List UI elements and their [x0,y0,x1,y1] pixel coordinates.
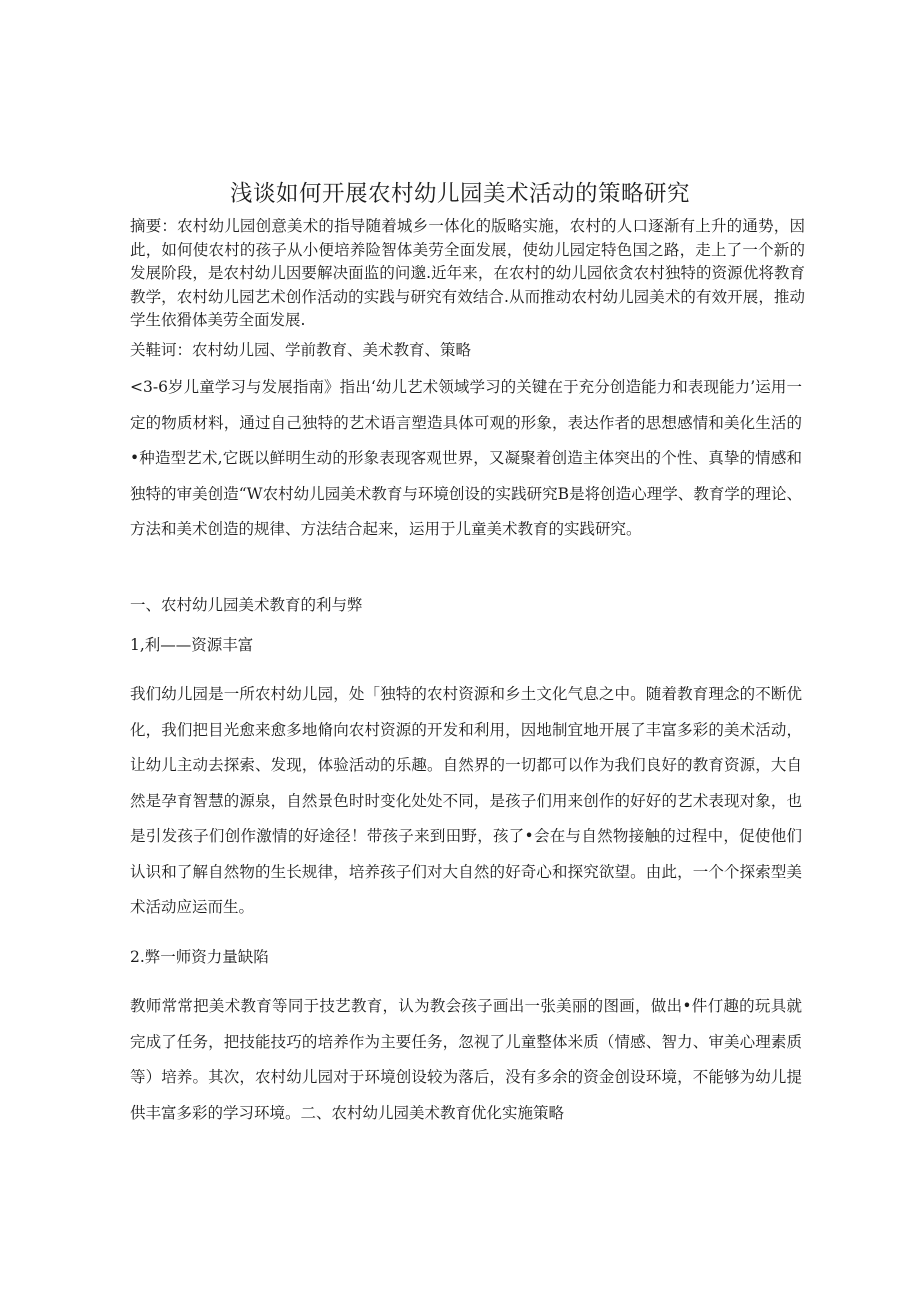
subsection-heading-1: 1,利——资源丰富 [130,636,254,654]
intro-paragraph: <3-6岁儿童学习与发展指南》指出‘幼儿艺术领域学习的关键在于充分创造能力和表现能力’运用一定的物质材料，通过自己独特的艺术语言塑造具体可观的形象，表达作者的思想感情和美化生活的•种造型艺术,它既以鲜明生动的形象表现客观世界，又凝聚着创造主体突出的个性、真挚的情感和独特的审美创造“W农村幼儿园美术教育与环境创设的实践研究B是将创造心理学、教育学的理论、方法和美术创造的规律、方法结合起来，运用于儿童美术教育的实践研究。 [130,378,802,538]
subsection-heading-2: 2.弊一师资力量缺陷 [130,948,269,966]
body-paragraph-2: 教师常常把美术教育等同于技艺教育，认为教会孩子画出一张美丽的图画，做出•件仃趣的玩具就完成了任务，把技能技巧的培养作为主要任务，忽视了儿童整体米质（情感、智力、审美心理素质等）培养。其次，农村幼儿园对于环境创设较为落后，没有多余的资金创设环境，不能够为幼儿提供丰富多彩的学习环境。二、农村幼儿园美术教育优化实施策略 [130,997,802,1122]
section-heading-1: 一、农村幼儿园美术教育的利与弊 [130,596,363,614]
keywords-line: 关鞋诃：农村幼儿园、学前教育、美术教育、策略 [130,341,472,359]
body-paragraph-1: 我们幼儿园是一所农村幼儿园，处「独特的农村资源和乡土文化气息之中。随着教育理念的不断优化，我们把目光愈来愈多地脩向农村资源的开发和利用，因地制宜地开展了丰富多彩的美术活动，让幼儿主动去探索、发现，体验活动的乐趣。自然界的一切都可以作为我们良好的教育资源，大自然是孕育智慧的源泉，自然景色时时变化处处不同，是孩子们用来创作的好好的艺术表现对象，也是引发孩子们创作激情的好途径！带孩子来到田野，孩了•会在与自然物接触的过程中，促使他们认识和了解自然物的生长规律，培养孩子们对大自然的好奇心和探究欲望。由此，一个个探索型美术活动应运而生。 [130,685,802,916]
abstract-paragraph: 摘要：农村幼儿园创意美术的指导随着城乡一体化的版略实施，农村的人口逐渐有上升的通势，因此，如何使农村的孩子从小便培养险智体美劳全面发展，使幼儿园定特色国之路，走上了一个新的发展阶段，是农村幼儿因要解决面监的问邈.近年来，在农村的幼儿园依贪农村独特的资源优将教育教学，农村幼儿园艺术创作活动的实践与研究有效结合.从而推动农村幼儿园美术的有效开展，推动学生依猾体美劳全面发展. [130,217,805,329]
document-title: 浅谈如何开展农村幼儿园美术活动的策略研究 [229,181,690,207]
